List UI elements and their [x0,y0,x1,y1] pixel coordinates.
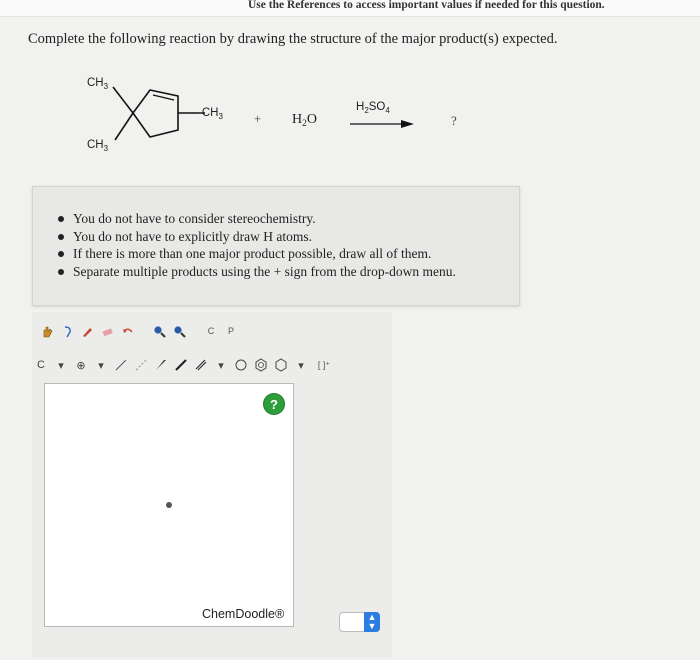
references-notice[interactable]: Use the References to access important values if needed for this question. [248,0,605,11]
chevron-down-icon[interactable]: ▾ [58,359,64,372]
chemdoodle-brand: ChemDoodle® [202,607,285,621]
editor-toolbar-top [40,320,238,342]
element-selector[interactable]: C [37,359,45,371]
pencil-icon[interactable] [80,324,94,338]
hint-item: If there is more than one major product possible, draw all of them. [73,245,456,263]
methyl-label-right: $-CH_3$ [198,107,223,121]
reaction-arrow [350,120,414,128]
charge-tool-icon[interactable]: ⊕ [76,359,86,372]
product-placeholder: ? [451,113,457,128]
editor-toolbar-bottom [34,354,334,376]
double-bond-icon[interactable] [194,358,208,372]
bracket-tool[interactable]: [ ]⁺ [317,359,331,370]
paste-button[interactable]: P [227,326,234,336]
benzene-ring-icon[interactable] [254,358,268,372]
cyclopentene-structure [113,87,205,140]
hint-item: You do not have to explicitly draw H atoms. [73,228,456,246]
wedge-bond-icon[interactable] [154,358,168,372]
chevron-down-icon[interactable]: ▾ [298,359,304,372]
zoom-out-icon[interactable] [172,324,186,338]
chevron-down-icon[interactable]: ▾ [218,359,224,372]
hints-list [73,210,456,280]
bold-bond-icon[interactable] [174,358,188,372]
dashed-bond-icon[interactable] [134,358,148,372]
product-count-stepper[interactable] [339,612,380,632]
cyclopropane-ring-icon[interactable] [234,358,248,372]
methyl-label-top: $CH_3$ [87,77,109,91]
hint-item: You do not have to consider stereochemistry. [73,210,456,228]
chevron-down-icon[interactable]: ▾ [98,359,104,372]
hand-tool-icon[interactable] [40,324,54,338]
lasso-icon[interactable] [60,324,74,338]
reaction-scheme [0,0,700,170]
water-formula: $H_2O$ [292,112,317,129]
canvas-cursor-dot [166,502,172,508]
single-bond-icon[interactable] [114,358,128,372]
hint-item: Separate multiple products using the + sign from the drop-down menu. [73,263,456,279]
plus-sign: + [254,111,262,126]
zoom-in-icon[interactable] [152,324,166,338]
copy-button[interactable]: C [207,326,215,336]
methyl-label-bottom: $CH_3$ [87,139,109,153]
help-button[interactable]: ? [264,394,284,414]
stepper-arrows-icon[interactable]: ▲ ▼ [364,612,380,632]
hints-box [32,186,520,306]
cyclohexane-ring-icon[interactable] [274,358,288,372]
question-instruction: Complete the following reaction by drawing the structure of the major product(s) expected. [28,31,558,47]
catalyst-label: $H_2SO_4$ [356,101,390,115]
eraser-icon[interactable] [100,324,114,338]
undo-icon[interactable] [120,324,134,338]
